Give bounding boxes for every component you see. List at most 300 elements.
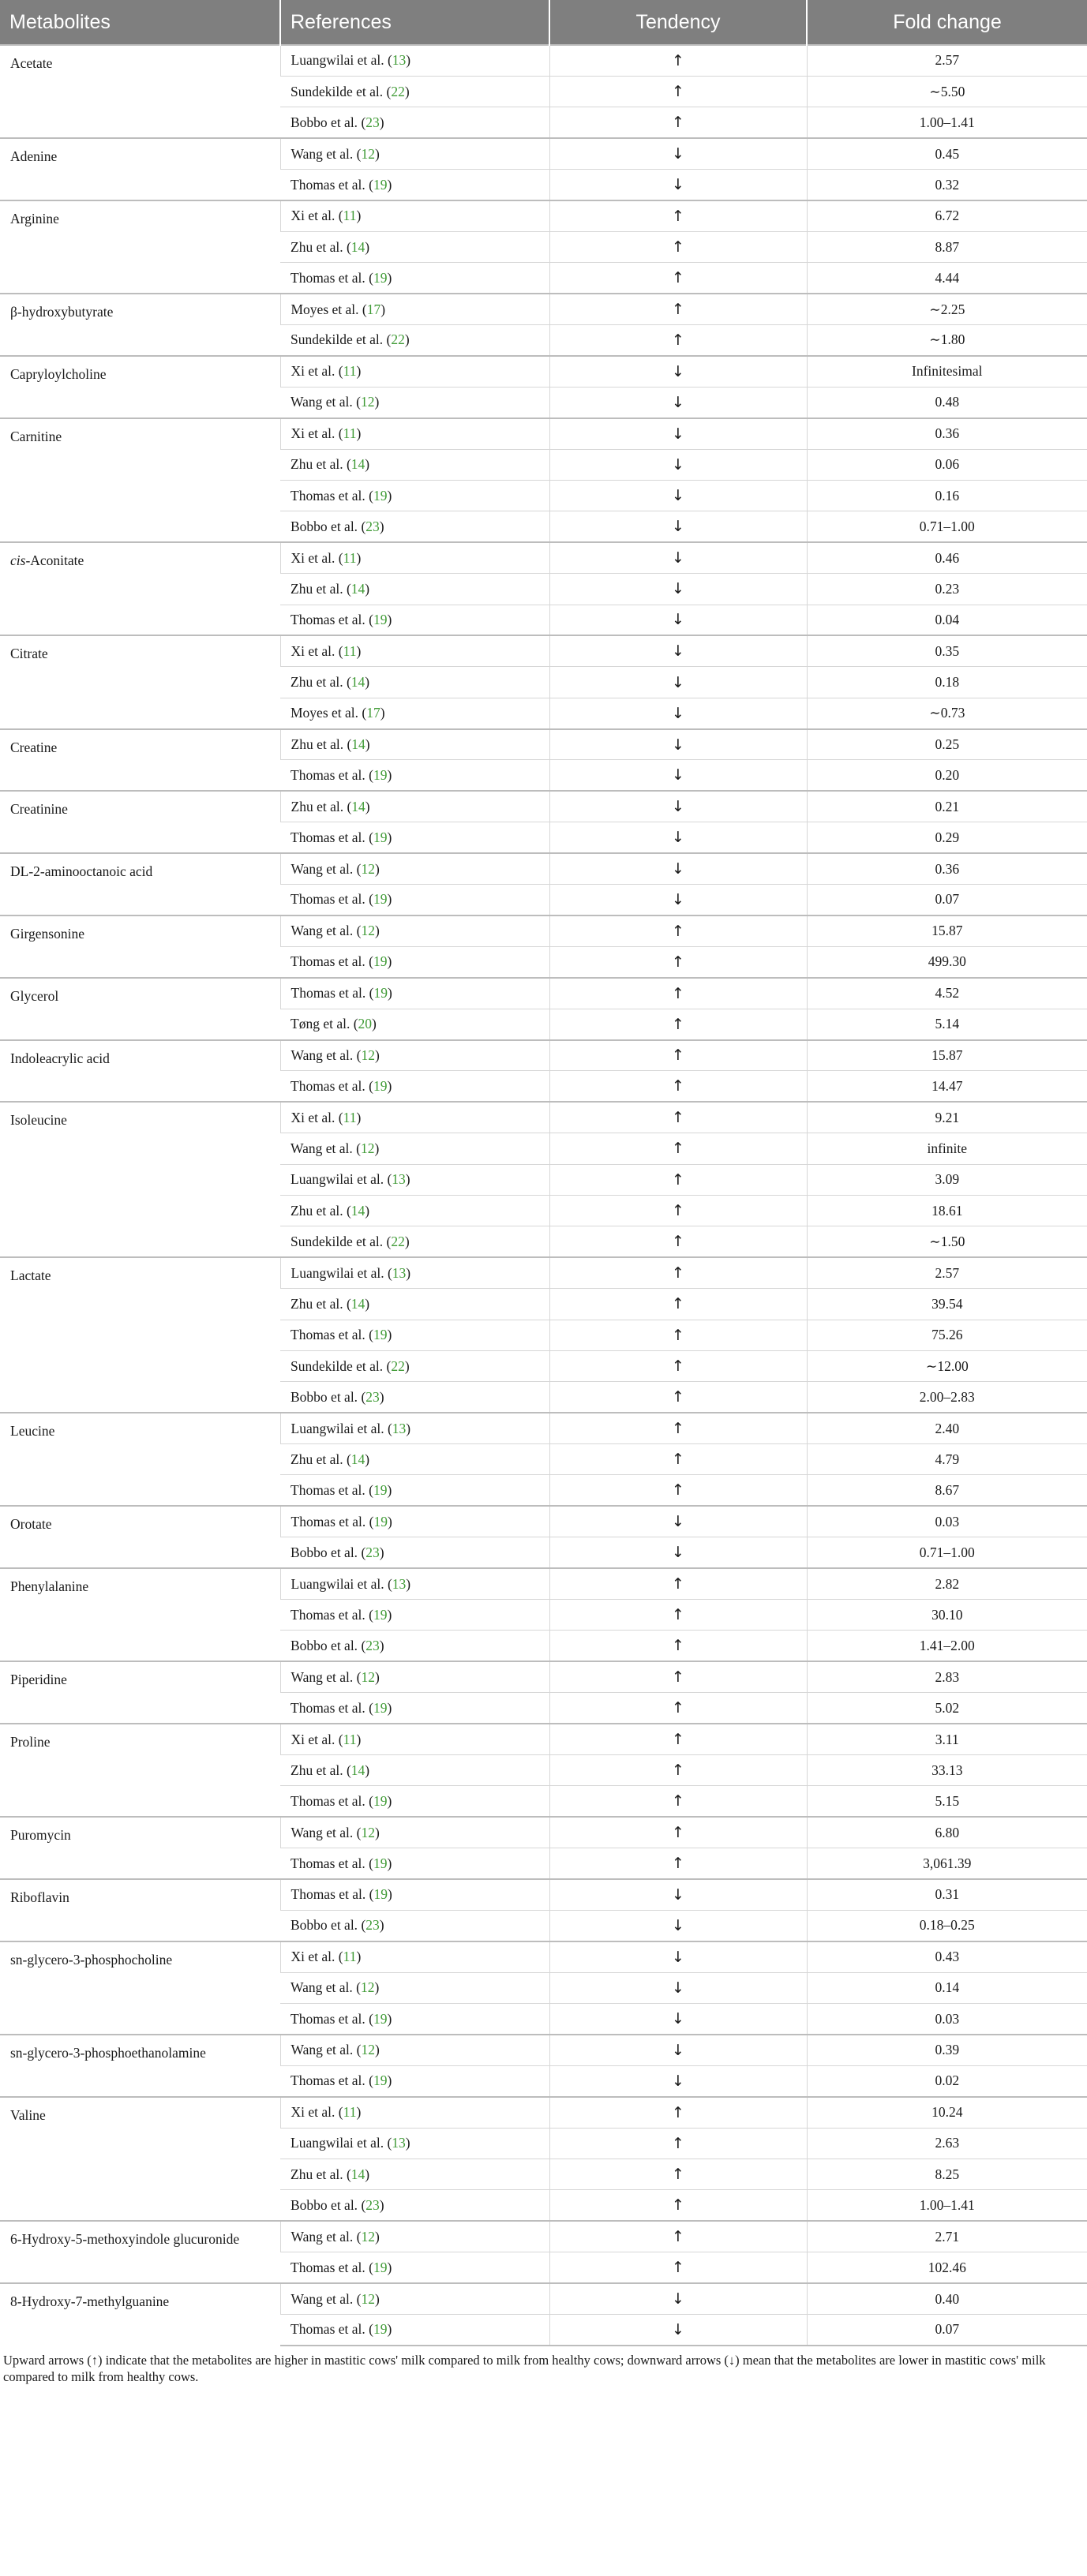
reference-cell: Zhu et al. (14) [280, 449, 549, 480]
arrow-up-icon: ↑ [549, 1693, 807, 1724]
citation-link[interactable]: 19 [373, 1481, 388, 1498]
fold-change-value: 0.16 [807, 480, 1087, 511]
citation-link[interactable]: 14 [350, 1295, 365, 1312]
citation-link[interactable]: 14 [351, 798, 365, 814]
arrow-up-icon: ↑ [549, 1257, 807, 1288]
arrow-up-icon: ↑ [549, 946, 807, 977]
reference-author: Thomas et al. [290, 1513, 366, 1530]
reference-author: Thomas et al. [290, 487, 365, 504]
reference-author: Thomas et al. [290, 269, 365, 286]
table-row [0, 200, 1087, 231]
reference-author: Thomas et al. [290, 2072, 365, 2089]
table-row [0, 294, 1087, 324]
fold-change-value: ∼12.00 [807, 1350, 1087, 1381]
reference-cell: Xi et al. (11) [280, 1941, 549, 1972]
fold-change-value: 0.46 [807, 542, 1087, 573]
reference-cell: Sundekilde et al. (22) [280, 325, 549, 356]
arrow-up-icon: ↑ [549, 1600, 807, 1631]
fold-change-value: 2.71 [807, 2221, 1087, 2252]
table-row [0, 1040, 1087, 1071]
reference-author: Xi et al. [290, 642, 335, 659]
arrow-up-icon: ↑ [549, 2128, 807, 2159]
reference-cell: Bobbo et al. (23) [280, 511, 549, 542]
reference-cell: Luangwilai et al. (13) [280, 1257, 549, 1288]
citation-link[interactable]: 22 [391, 1357, 405, 1374]
arrow-down-icon: ↓ [549, 885, 807, 915]
header-fold-change: Fold change [807, 0, 1087, 45]
reference-author: Wang et al. [290, 2228, 354, 2245]
citation-link[interactable]: 11 [343, 363, 357, 380]
citation-link[interactable]: 12 [361, 923, 375, 939]
metabolite-name: sn-glycero-3-phosphoethanolamine [0, 2035, 280, 2097]
header-row [0, 0, 1087, 45]
metabolite-name: Capryloylcholine [0, 356, 280, 418]
citation-link[interactable]: 12 [361, 2042, 375, 2058]
citation-link[interactable]: 23 [365, 1637, 380, 1653]
metabolite-name [0, 542, 280, 635]
arrow-down-icon: ↓ [549, 729, 807, 760]
arrow-up-icon: ↑ [549, 978, 807, 1009]
arrow-up-icon: ↑ [549, 1320, 807, 1350]
citation-link[interactable]: 19 [373, 611, 388, 627]
reference-cell: Wang et al. (12) [280, 1133, 549, 1164]
reference-cell: Thomas et al. (19) [280, 1320, 549, 1350]
reference-cell: Thomas et al. (19) [280, 1600, 549, 1631]
citation-link[interactable]: 13 [392, 1420, 407, 1436]
arrow-up-icon: ↑ [549, 76, 807, 107]
fold-change-value: 0.07 [807, 2315, 1087, 2346]
fold-change-value: 2.40 [807, 1413, 1087, 1443]
citation-link[interactable]: 11 [343, 549, 357, 566]
table-row [0, 356, 1087, 387]
citation-link[interactable]: 13 [392, 1264, 407, 1281]
reference-cell: Moyes et al. (17) [280, 294, 549, 324]
arrow-up-icon: ↑ [549, 1009, 807, 1039]
fold-change-value: 1.41–2.00 [807, 1631, 1087, 1661]
citation-link[interactable]: 19 [373, 2072, 388, 2089]
fold-change-value: 0.14 [807, 1972, 1087, 2003]
citation-link[interactable]: 20 [358, 1016, 373, 1032]
reference-cell: Zhu et al. (14) [280, 574, 549, 605]
reference-cell: Wang et al. (12) [280, 853, 549, 884]
arrow-down-icon: ↓ [549, 2004, 807, 2035]
fold-change-value: 0.35 [807, 635, 1087, 666]
reference-cell: Thomas et al. (19) [280, 978, 549, 1009]
metabolite-name: Puromycin [0, 1817, 280, 1879]
arrow-down-icon: ↓ [549, 387, 807, 417]
reference-cell: Zhu et al. (14) [280, 729, 549, 760]
citation-link[interactable]: 19 [373, 2321, 388, 2338]
reference-cell: Thomas et al. (19) [280, 605, 549, 635]
citation-link[interactable]: 19 [373, 2259, 388, 2275]
metabolite-prefix: cis [10, 552, 26, 569]
arrow-up-icon: ↑ [549, 1040, 807, 1071]
metabolite-suffix: -Aconitate [25, 552, 84, 569]
citation-link[interactable]: 19 [373, 2010, 388, 2027]
fold-change-value: 8.67 [807, 1475, 1087, 1506]
arrow-up-icon: ↑ [549, 200, 807, 231]
citation-link[interactable]: 14 [350, 580, 365, 597]
reference-cell: Thomas et al. (19) [280, 2252, 549, 2283]
fold-change-value: 3.09 [807, 1164, 1087, 1195]
citation-link[interactable]: 11 [343, 208, 357, 224]
table-header [0, 0, 1087, 45]
citation-link[interactable]: 14 [350, 2166, 365, 2182]
citation-link[interactable]: 19 [373, 1327, 388, 1343]
table-row [0, 1661, 1087, 1692]
citation-link[interactable]: 14 [350, 456, 365, 473]
citation-link[interactable]: 19 [373, 1513, 388, 1530]
table-row [0, 2221, 1087, 2252]
reference-author: Thomas et al. [290, 2259, 365, 2275]
arrow-down-icon: ↓ [549, 1910, 807, 1941]
reference-author: Zhu et al. [290, 736, 344, 753]
fold-change-value: infinite [807, 1133, 1087, 1164]
metabolite-name: Lactate [0, 1257, 280, 1413]
reference-author: Wang et al. [290, 860, 354, 877]
fold-change-value: ∼2.25 [807, 294, 1087, 324]
reference-author: Xi et al. [290, 1949, 335, 1965]
citation-link[interactable]: 17 [366, 301, 381, 317]
citation-link[interactable]: 13 [392, 1171, 406, 1188]
arrow-up-icon: ↑ [549, 2159, 807, 2190]
arrow-down-icon: ↓ [549, 449, 807, 480]
header-tendency: Tendency [549, 0, 807, 45]
reference-author: Sundekilde et al. [290, 1233, 384, 1249]
fold-change-value: 0.03 [807, 1506, 1087, 1537]
arrow-down-icon: ↓ [549, 635, 807, 666]
reference-cell: Xi et al. (11) [280, 200, 549, 231]
reference-cell: Wang et al. (12) [280, 2283, 549, 2314]
reference-cell: Thomas et al. (19) [280, 885, 549, 915]
metabolite-name: Isoleucine [0, 1102, 280, 1257]
citation-link[interactable]: 19 [373, 1077, 388, 1094]
fold-change-value: 5.02 [807, 1693, 1087, 1724]
metabolite-name: Creatinine [0, 791, 280, 853]
arrow-up-icon: ↑ [549, 294, 807, 324]
fold-change-value: 0.48 [807, 387, 1087, 417]
fold-change-value: 33.13 [807, 1754, 1087, 1785]
reference-author: Thomas et al. [290, 2321, 365, 2338]
citation-link[interactable]: 23 [365, 1388, 380, 1405]
citation-link[interactable]: 11 [343, 1949, 357, 1965]
fold-change-value: 0.43 [807, 1941, 1087, 1972]
reference-cell: Zhu et al. (14) [280, 791, 549, 822]
metabolite-name: Glycerol [0, 978, 280, 1040]
citation-link[interactable]: 19 [373, 766, 388, 783]
citation-link[interactable]: 13 [392, 1575, 407, 1592]
fold-change-value: 499.30 [807, 946, 1087, 977]
reference-author: Sundekilde et al. [290, 1357, 384, 1374]
fold-change-value: 0.06 [807, 449, 1087, 480]
metabolite-name: Leucine [0, 1413, 280, 1506]
reference-cell: Tøng et al. (20) [280, 1009, 549, 1039]
reference-cell: Luangwilai et al. (13) [280, 1413, 549, 1443]
table-row [0, 635, 1087, 666]
reference-cell: Zhu et al. (14) [280, 2159, 549, 2190]
reference-author: Luangwilai et al. [290, 2135, 384, 2151]
arrow-down-icon: ↓ [549, 1879, 807, 1910]
reference-cell: Zhu et al. (14) [280, 1444, 549, 1475]
arrow-up-icon: ↑ [549, 263, 807, 294]
reference-author: Thomas et al. [290, 953, 365, 970]
reference-author: Wang et al. [290, 2290, 354, 2307]
reference-author: Zhu et al. [290, 2166, 343, 2182]
reference-author: Thomas et al. [290, 1699, 365, 1716]
reference-cell: Bobbo et al. (23) [280, 107, 549, 138]
reference-cell: Thomas et al. (19) [280, 263, 549, 294]
fold-change-value: 8.25 [807, 2159, 1087, 2190]
reference-author: Zhu et al. [290, 238, 343, 255]
fold-change-value: 2.00–2.83 [807, 1382, 1087, 1413]
metabolite-name: Indoleacrylic acid [0, 1040, 280, 1103]
fold-change-value: 4.44 [807, 263, 1087, 294]
citation-link[interactable]: 19 [373, 269, 388, 286]
arrow-up-icon: ↑ [549, 1226, 807, 1257]
arrow-up-icon: ↑ [549, 1382, 807, 1413]
reference-author: Bobbo et al. [290, 114, 358, 130]
citation-link[interactable]: 14 [350, 1762, 365, 1778]
citation-link[interactable]: 12 [361, 2228, 375, 2245]
citation-link[interactable]: 23 [365, 518, 380, 534]
citation-link[interactable]: 19 [373, 829, 388, 845]
citation-link[interactable]: 14 [351, 736, 365, 753]
reference-author: Luangwilai et al. [290, 1171, 384, 1188]
reference-author: Bobbo et al. [290, 518, 358, 534]
arrow-down-icon: ↓ [549, 2283, 807, 2314]
reference-cell: Bobbo et al. (23) [280, 1631, 549, 1661]
citation-link[interactable]: 23 [365, 1544, 380, 1560]
reference-author: Thomas et al. [290, 1886, 366, 1903]
arrow-down-icon: ↓ [549, 760, 807, 791]
reference-cell: Wang et al. (12) [280, 2035, 549, 2065]
table-row [0, 1817, 1087, 1848]
arrow-up-icon: ↑ [549, 1289, 807, 1320]
arrow-up-icon: ↑ [549, 1102, 807, 1133]
citation-link[interactable]: 23 [365, 114, 380, 130]
citation-link[interactable]: 14 [350, 238, 365, 255]
citation-link[interactable]: 23 [365, 2196, 380, 2213]
reference-author: Moyes et al. [290, 301, 359, 317]
citation-link[interactable]: 19 [373, 1606, 388, 1623]
citation-link[interactable]: 12 [360, 1140, 375, 1156]
reference-author: Zhu et al. [290, 1451, 343, 1467]
fold-change-value: ∼5.50 [807, 76, 1087, 107]
citation-link[interactable]: 13 [392, 52, 407, 69]
reference-cell: Thomas et al. (19) [280, 946, 549, 977]
arrow-up-icon: ↑ [549, 1786, 807, 1817]
reference-author: Thomas et al. [290, 985, 366, 1002]
reference-cell: Thomas et al. (19) [280, 1879, 549, 1910]
citation-link[interactable]: 11 [343, 2104, 357, 2121]
reference-author: Thomas et al. [290, 766, 365, 783]
citation-link[interactable]: 19 [373, 176, 388, 193]
citation-link[interactable]: 19 [373, 953, 388, 970]
reference-author: Wang et al. [290, 145, 354, 162]
metabolite-name: 6-Hydroxy-5-methoxyindole glucuronide [0, 2221, 280, 2283]
reference-author: Bobbo et al. [290, 1917, 358, 1934]
citation-link[interactable]: 19 [373, 1855, 388, 1871]
arrow-up-icon: ↑ [549, 2252, 807, 2283]
citation-link[interactable]: 22 [391, 1233, 405, 1249]
citation-link[interactable]: 12 [361, 1046, 375, 1063]
citation-link[interactable]: 19 [373, 1792, 388, 1809]
citation-link[interactable]: 19 [373, 1699, 388, 1716]
citation-link[interactable]: 14 [350, 674, 365, 690]
reference-cell: Luangwilai et al. (13) [280, 1164, 549, 1195]
metabolite-name: DL-2-aminooctanoic acid [0, 853, 280, 915]
arrow-up-icon: ↑ [549, 1164, 807, 1195]
fold-change-value: 15.87 [807, 1040, 1087, 1071]
fold-change-value: 8.87 [807, 231, 1087, 262]
reference-cell: Zhu et al. (14) [280, 1289, 549, 1320]
metabolite-name: Phenylalanine [0, 1568, 280, 1661]
citation-link[interactable]: 11 [343, 1731, 357, 1747]
fold-change-value: 0.18–0.25 [807, 1910, 1087, 1941]
table-row [0, 1941, 1087, 1972]
reference-author: Xi et al. [290, 549, 335, 566]
citation-link[interactable]: 12 [361, 1824, 375, 1840]
citation-link[interactable]: 11 [343, 425, 357, 442]
arrow-down-icon: ↓ [549, 480, 807, 511]
fold-change-value: 39.54 [807, 1289, 1087, 1320]
reference-author: Xi et al. [290, 1731, 335, 1747]
reference-author: Wang et al. [290, 1824, 354, 1840]
fold-change-value: 0.25 [807, 729, 1087, 760]
reference-cell: Wang et al. (12) [280, 1661, 549, 1692]
citation-link[interactable]: 19 [373, 891, 388, 908]
fold-change-value: 6.80 [807, 1817, 1087, 1848]
fold-change-value: 0.71–1.00 [807, 1537, 1087, 1568]
arrow-down-icon: ↓ [549, 511, 807, 542]
citation-link[interactable]: 13 [392, 2135, 406, 2151]
table-footnote: Upward arrows (↑) indicate that the metabolites are higher in mastitic cows' milk compared to milk from healthy cows; downward arrows (↓) mean that the metabolites are lower in mastitic cows' milk compared to milk from healthy cows. [3, 2352, 1046, 2385]
fold-change-value: 0.32 [807, 170, 1087, 200]
reference-cell: Thomas et al. (19) [280, 2065, 549, 2096]
metabolite-name: Citrate [0, 635, 280, 728]
table-row [0, 138, 1087, 169]
metabolite-name: Girgensonine [0, 915, 280, 978]
metabolite-name: Adenine [0, 138, 280, 200]
metabolite-name: sn-glycero-3-phosphocholine [0, 1941, 280, 2035]
fold-change-value: 9.21 [807, 1102, 1087, 1133]
fold-change-value: 102.46 [807, 2252, 1087, 2283]
reference-author: Thomas et al. [290, 1481, 365, 1498]
citation-link[interactable]: 12 [361, 145, 375, 162]
arrow-up-icon: ↑ [549, 1133, 807, 1164]
reference-author: Sundekilde et al. [290, 331, 384, 348]
reference-cell: Wang et al. (12) [280, 1040, 549, 1071]
reference-author: Thomas et al. [290, 829, 365, 845]
reference-author: Thomas et al. [290, 1327, 365, 1343]
citation-link[interactable]: 19 [373, 985, 388, 1002]
table-row [0, 1257, 1087, 1288]
table-row [0, 853, 1087, 884]
citation-link[interactable]: 19 [373, 1886, 388, 1903]
citation-link[interactable]: 17 [366, 705, 380, 721]
reference-author: Luangwilai et al. [290, 1264, 384, 1281]
table-row [0, 978, 1087, 1009]
reference-cell: Bobbo et al. (23) [280, 1910, 549, 1941]
citation-link[interactable]: 14 [350, 1202, 365, 1219]
fold-change-value: 0.31 [807, 1879, 1087, 1910]
metabolite-name: Carnitine [0, 418, 280, 543]
fold-change-value: 0.02 [807, 2065, 1087, 2096]
reference-author: Zhu et al. [290, 1202, 343, 1219]
arrow-down-icon: ↓ [549, 2065, 807, 2096]
table-row [0, 1506, 1087, 1537]
reference-author: Thomas et al. [290, 2010, 365, 2027]
arrow-down-icon: ↓ [549, 138, 807, 169]
citation-link[interactable]: 12 [360, 1979, 375, 1996]
reference-cell: Wang et al. (12) [280, 387, 549, 417]
arrow-down-icon: ↓ [549, 1972, 807, 2003]
citation-link[interactable]: 22 [391, 331, 405, 348]
reference-cell: Thomas et al. (19) [280, 1848, 549, 1879]
reference-author: Luangwilai et al. [290, 52, 384, 69]
arrow-down-icon: ↓ [549, 170, 807, 200]
reference-author: Wang et al. [290, 1140, 353, 1156]
reference-cell: Wang et al. (12) [280, 138, 549, 169]
reference-cell: Luangwilai et al. (13) [280, 45, 549, 76]
fold-change-value: 0.40 [807, 2283, 1087, 2314]
fold-change-value: 0.03 [807, 2004, 1087, 2035]
reference-author: Thomas et al. [290, 176, 365, 193]
citation-link[interactable]: 12 [360, 394, 375, 410]
fold-change-value: 15.87 [807, 915, 1087, 946]
citation-link[interactable]: 12 [361, 1668, 375, 1685]
arrow-up-icon: ↑ [549, 231, 807, 262]
reference-author: Bobbo et al. [290, 1637, 358, 1653]
reference-author: Xi et al. [290, 425, 335, 442]
reference-cell: Thomas et al. (19) [280, 2315, 549, 2346]
metabolite-name: 8-Hydroxy-7-methylguanine [0, 2283, 280, 2346]
citation-link[interactable]: 12 [361, 2290, 375, 2307]
reference-author: Zhu et al. [290, 580, 343, 597]
reference-author: Wang et al. [290, 394, 353, 410]
citation-link[interactable]: 11 [343, 1109, 357, 1125]
citation-link[interactable]: 23 [365, 1917, 380, 1934]
fold-change-value: ∼1.50 [807, 1226, 1087, 1257]
fold-change-value: 0.07 [807, 885, 1087, 915]
citation-link[interactable]: 22 [391, 83, 405, 99]
reference-cell: Luangwilai et al. (13) [280, 1568, 549, 1599]
table-body [0, 45, 1087, 2346]
table-row [0, 45, 1087, 76]
fold-change-value: ∼0.73 [807, 698, 1087, 728]
table-row [0, 915, 1087, 946]
reference-author: Thomas et al. [290, 1855, 365, 1871]
reference-cell: Sundekilde et al. (22) [280, 76, 549, 107]
citation-link[interactable]: 11 [343, 642, 357, 659]
reference-author: Thomas et al. [290, 1606, 365, 1623]
table-row [0, 2283, 1087, 2314]
arrow-up-icon: ↑ [549, 1350, 807, 1381]
citation-link[interactable]: 19 [373, 487, 388, 504]
arrow-down-icon: ↓ [549, 418, 807, 449]
reference-cell: Bobbo et al. (23) [280, 2190, 549, 2221]
reference-author: Wang et al. [290, 923, 354, 939]
citation-link[interactable]: 14 [350, 1451, 365, 1467]
fold-change-value: 0.39 [807, 2035, 1087, 2065]
reference-author: Tøng et al. [290, 1016, 350, 1032]
citation-link[interactable]: 12 [361, 860, 375, 877]
reference-cell: Moyes et al. (17) [280, 698, 549, 728]
fold-change-value: 1.00–1.41 [807, 107, 1087, 138]
table-row [0, 2035, 1087, 2065]
metabolite-name: Orotate [0, 1506, 280, 1568]
fold-change-value: 2.83 [807, 1661, 1087, 1692]
